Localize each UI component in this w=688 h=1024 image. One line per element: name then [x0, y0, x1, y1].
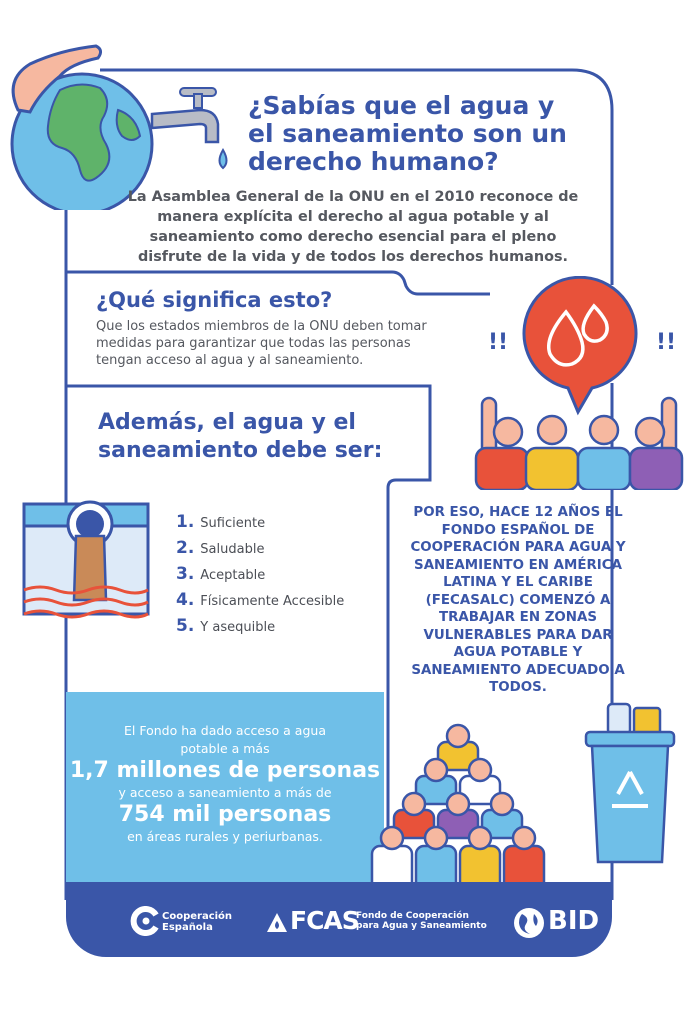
list-item-label: Físicamente Accesible	[200, 594, 345, 609]
stats-people-sanitation: 754 mil personas	[118, 802, 332, 827]
list-item	[176, 538, 344, 564]
pipe-water-icon	[20, 500, 160, 630]
list-item-label: Suficiente	[200, 516, 266, 531]
list-item-label: Aceptable	[200, 568, 266, 583]
list-item-label: Y asequible	[200, 620, 276, 635]
list-item	[176, 590, 344, 616]
globe-hand-icon	[0, 40, 170, 210]
list-item-number: 5.	[176, 616, 195, 636]
cooperacion-logo-line1: Cooperación	[162, 911, 233, 922]
fcas-logo-line1: Fondo de Cooperación	[356, 911, 469, 921]
stats-people-water: 1,7 millones de personas	[69, 758, 381, 783]
meaning-text: Que los estados miembros de la ONU deben tomar medidas para garantizar que todas las personas tengan acceso al agua y al saneamiento.	[96, 319, 427, 368]
list-item	[176, 564, 344, 590]
requirements-title: Además, el agua y el saneamiento debe ser:	[98, 410, 383, 463]
list-item-number: 3.	[176, 564, 195, 584]
list-item-number: 4.	[176, 590, 195, 610]
list-item	[176, 512, 344, 538]
bid-logo-text: BID	[548, 906, 600, 936]
fcas-logo-text: FCAS	[290, 906, 359, 935]
stats-line-4: en áreas rurales y periurbanas.	[127, 829, 323, 844]
requirements-list	[176, 512, 344, 642]
stats-line-3: y acceso a saneamiento a más de	[118, 785, 332, 800]
meaning-title: ¿Qué significa esto?	[96, 288, 333, 312]
list-item-number: 1.	[176, 512, 195, 532]
cooperacion-logo-line2: Española	[162, 922, 213, 933]
list-item-number: 2.	[176, 538, 195, 558]
fcas-logo-icon	[266, 912, 288, 934]
cooperacion-logo-icon	[130, 906, 160, 936]
people-crowd-icon	[470, 390, 688, 490]
fecasalc-text: POR ESO, HACE 12 AÑOS EL FONDO ESPAÑOL DE COOPERACIÓN PARA AGUA Y SANEAMIENTO EN AMÉRICA LATINA Y EL CARIBE (FECASALC) COMENZÓ A TRABAJAR EN ZONAS VULNERABLES PARA DAR AGUA POTABLE Y SANEAMIENTO ADECUADO A TODOS.	[410, 505, 626, 695]
list-item	[176, 616, 344, 642]
exclaim-left: !!	[488, 330, 509, 355]
bid-logo-icon	[512, 906, 546, 940]
stats-line-2: potable a más	[180, 741, 270, 756]
list-item-label: Saludable	[200, 542, 265, 557]
faucet-icon	[150, 84, 240, 174]
intro-text: La Asamblea General de la ONU en el 2010 reconoce de manera explícita el derecho al agua potable y al saneamiento como derecho esencial para el pleno disfrute de la vida y de todos los derechos humanos.	[127, 189, 579, 265]
people-pyramid-icon	[364, 720, 554, 892]
recycle-bin-icon	[584, 700, 680, 870]
fcas-logo-line2: para Agua y Saneamiento	[356, 921, 487, 931]
exclaim-right: !!	[656, 330, 677, 355]
stats-line-1: El Fondo ha dado acceso a agua	[124, 723, 326, 738]
main-title: ¿Sabías que el agua y el saneamiento son un derecho humano?	[248, 91, 567, 176]
